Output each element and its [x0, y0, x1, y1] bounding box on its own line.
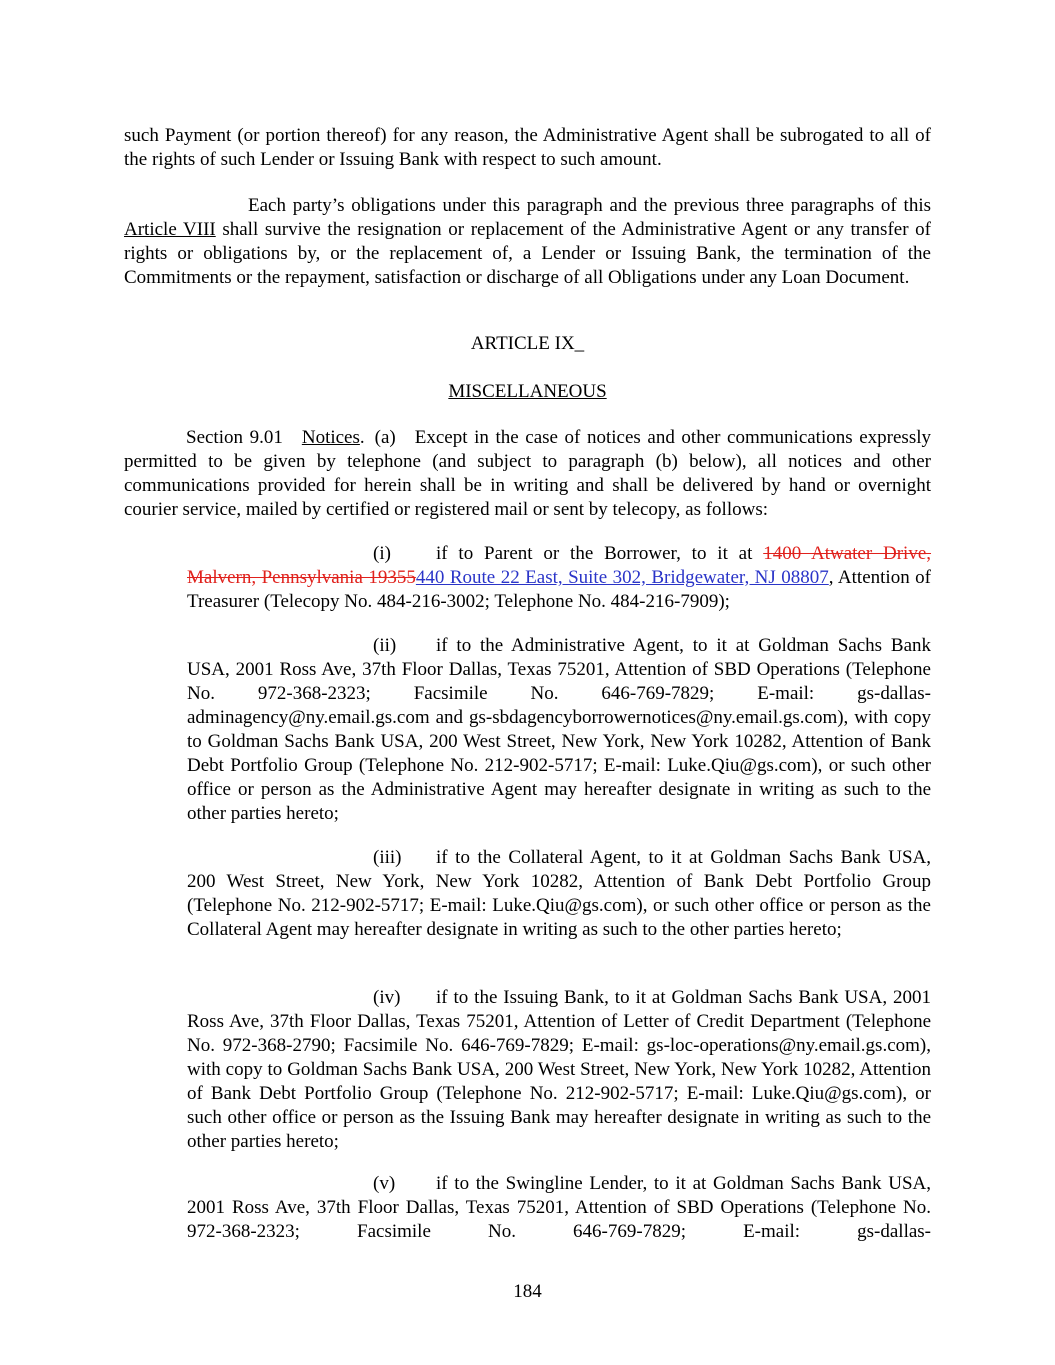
deleted-address: 1400 Atwater Drive, Malvern, Pennsylvania 19355: [187, 543, 932, 588]
article-viii-reference: Article VIII: [124, 219, 216, 240]
item-label: (iii): [373, 847, 402, 868]
page-number: 184: [513, 1281, 542, 1302]
section-number: Section 9.01: [186, 427, 283, 448]
survival-text-after: shall survive the resignation or replacement of the Administrative Agent or any transfer of rights or obligations by, or the replacement of, a Lender or Issuing Bank, the termination of the Commitments or the repayment, satisfaction or discharge of all Obligations under any Loan Document.: [124, 219, 931, 288]
paragraph-survival: [124, 194, 931, 290]
paragraph-payment-continuation: such Payment (or portion thereof) for any reason, the Administrative Agent shall be subrogated to all of the rights of such Lender or Issuing Bank with respect to such amount.: [124, 125, 931, 170]
item-label: (ii): [373, 635, 397, 656]
notice-item-iv: (iv) if to the Issuing Bank, to it at Goldman Sachs Bank USA, 2001 Ross Ave, 37th Floor Dallas, Texas 75201, Attention of Letter of Credit Department (Telephone No. 972-368-2790; Facsimile No. 646-769-7829; E-mail: gs-loc-operations@ny.email.gs.com), with copy to Goldman Sachs Bank USA, 200 West Street, New York, New York 10282, Attention of Bank Debt Portfolio Group (Telephone No. 212-902-5717; E-mail: Luke.Qiu@gs.com), or such other office or person as the Issuing Bank may hereafter designate in writing as such to the other parties hereto;: [187, 987, 931, 1152]
section-9-01: Section 9.01 Notices. (a) Except in the case of notices and other communications expressly permitted to be given by telephone (and subject to paragraph (b) below), all notices and other communications provided for herein shall be in writing and shall be delivered by hand or overnight courier service, mailed by certified or registered mail or sent by telecopy, as follows:: [124, 427, 931, 520]
item-label: (iv): [373, 987, 401, 1008]
item-label: (v): [373, 1173, 396, 1194]
section-caption: Notices: [301, 427, 360, 448]
inserted-address: 440 Route 22 East, Suite 302, Bridgewater, NJ 08807: [415, 567, 829, 588]
clause-label: (a): [374, 427, 396, 448]
article-title: MISCELLANEOUS: [448, 381, 607, 402]
notice-item-iii: (iii) if to the Collateral Agent, to it at Goldman Sachs Bank USA, 200 West Street, New York, New York 10282, Attention of Bank Debt Portfolio Group (Telephone No. 212-902-5717; E-mail: Luke.Qiu@gs.com), or such other office or person as the Collateral Agent may hereafter designate in writing as such to the other parties hereto;: [187, 847, 931, 940]
section-text: Except in the case of notices and other communications expressly permitted to be given by telephone (and subject to paragraph (b) below), all notices and other communications provided for herein shall be in writing and shall be delivered by hand or overnight courier service, mailed by certified or registered mail or sent by telecopy, as follows:: [124, 427, 931, 520]
notice-item-v: (v) if to the Swingline Lender, to it at Goldman Sachs Bank USA, 2001 Ross Ave, 37th Floor Dallas, Texas 75201, Attention of SBD Operations (Telephone No. 972-368-2323; Facsimile No. 646-769-7829; E-mail: gs-dallas-: [187, 1173, 931, 1242]
notice-item-ii: (ii) if to the Administrative Agent, to it at Goldman Sachs Bank USA, 2001 Ross Ave, 37th Floor Dallas, Texas 75201, Attention of SBD Operations (Telephone No. 972-368-2323; Facsimile No. 646-769-7829; E-mail: gs-dallas-adminagency@ny.email.gs.com and gs-sbdagencyborrowernotices@ny.email.gs.com), with copy to Goldman Sachs Bank USA, 200 West Street, New York, New York 10282, Attention of Bank Debt Portfolio Group (Telephone No. 212-902-5717; E-mail: Luke.Qiu@gs.com), or such other office or person as the Administrative Agent may hereafter designate in writing as such to the other parties hereto;: [187, 635, 931, 824]
notice-item-i: (i) if to Parent or the Borrower, to it at 1400 Atwater Drive, Malvern, Pennsylvania 19355440 Route 22 East, Suite 302, Bridgewater, NJ 08807, Attention of Treasurer (Telecopy No. 484-216-3002; Telephone No. 484-216-7909);: [187, 543, 932, 612]
survival-text-before: Each party’s obligations under this paragraph and the previous three paragraphs of this: [248, 195, 931, 216]
article-heading: ARTICLE IX_: [470, 333, 585, 354]
item-label: (i): [373, 543, 391, 564]
